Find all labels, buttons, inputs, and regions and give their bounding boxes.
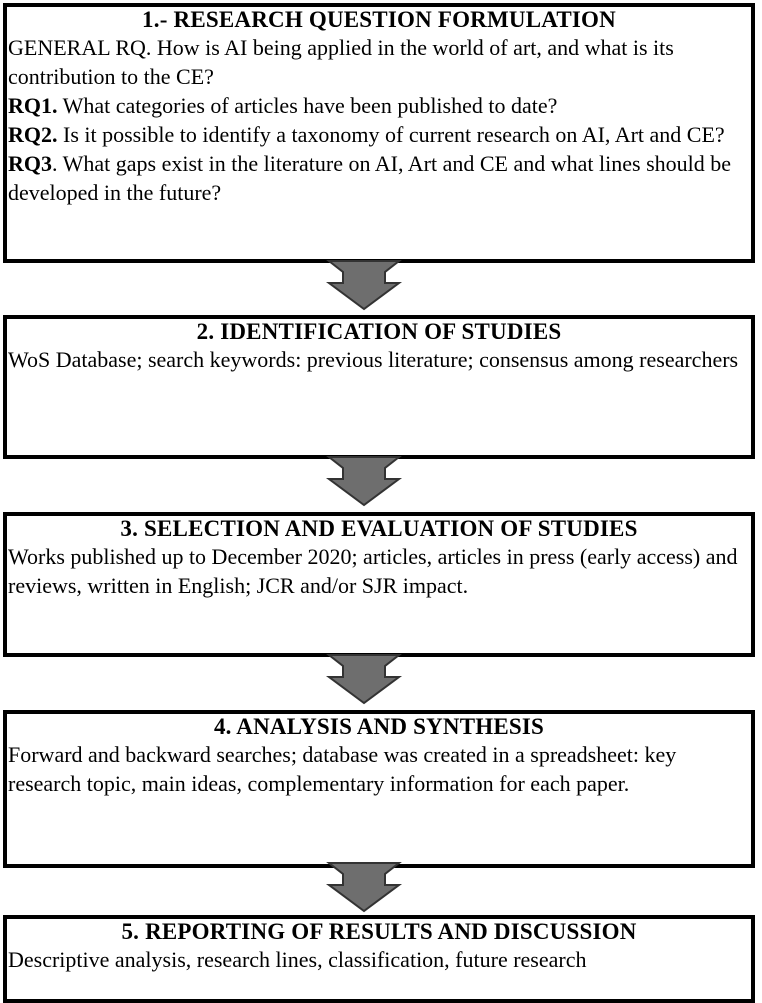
rq3-text: . What gaps exist in the literature on AI, Art and CE and what lines should be developed in the future?	[8, 151, 732, 205]
rq1-line	[7, 91, 751, 120]
step-description: Descriptive analysis, research lines, classification, future research	[8, 947, 587, 972]
rq2-text: Is it possible to identify a taxonomy of current research on AI, Art and CE?	[57, 122, 725, 147]
step-title: 5. REPORTING OF RESULTS AND DISCUSSION	[121, 919, 637, 944]
step-box-research-question-formulation	[3, 3, 755, 263]
step-title: 1.- RESEARCH QUESTION FORMULATION	[142, 7, 616, 32]
rq2-line	[7, 120, 751, 149]
step-box-reporting-of-results	[3, 915, 755, 1003]
rq2-label: RQ2.	[8, 122, 58, 147]
down-arrow-icon	[325, 861, 403, 913]
step-box-identification-of-studies	[3, 315, 755, 459]
step-box-selection-and-evaluation	[3, 512, 755, 657]
rq3-line	[7, 149, 751, 207]
down-arrow-icon	[325, 455, 403, 507]
rq1-label: RQ1.	[8, 93, 58, 118]
down-arrow-icon	[325, 653, 403, 705]
step-title: 2. IDENTIFICATION OF STUDIES	[196, 319, 562, 344]
general-rq-text: GENERAL RQ. How is AI being applied in the world of art, and what is its contribution to the CE?	[8, 35, 674, 89]
step-description: Forward and backward searches; database was created in a spreadsheet: key research topic, main ideas, complementary information for each paper.	[8, 742, 677, 796]
step-title: 3. SELECTION AND EVALUATION OF STUDIES	[120, 516, 638, 541]
step-description: Works published up to December 2020; articles, articles in press (early access) and reviews, written in English; JCR and/or SJR impact.	[8, 544, 738, 598]
rq3-label: RQ3	[8, 151, 52, 176]
rq1-text: What categories of articles have been published to date?	[57, 93, 558, 118]
step-title: 4. ANALYSIS AND SYNTHESIS	[213, 714, 545, 739]
down-arrow-icon	[325, 259, 403, 311]
step-box-analysis-and-synthesis	[3, 710, 755, 868]
step-description: WoS Database; search keywords: previous literature; consensus among researchers	[8, 347, 739, 372]
